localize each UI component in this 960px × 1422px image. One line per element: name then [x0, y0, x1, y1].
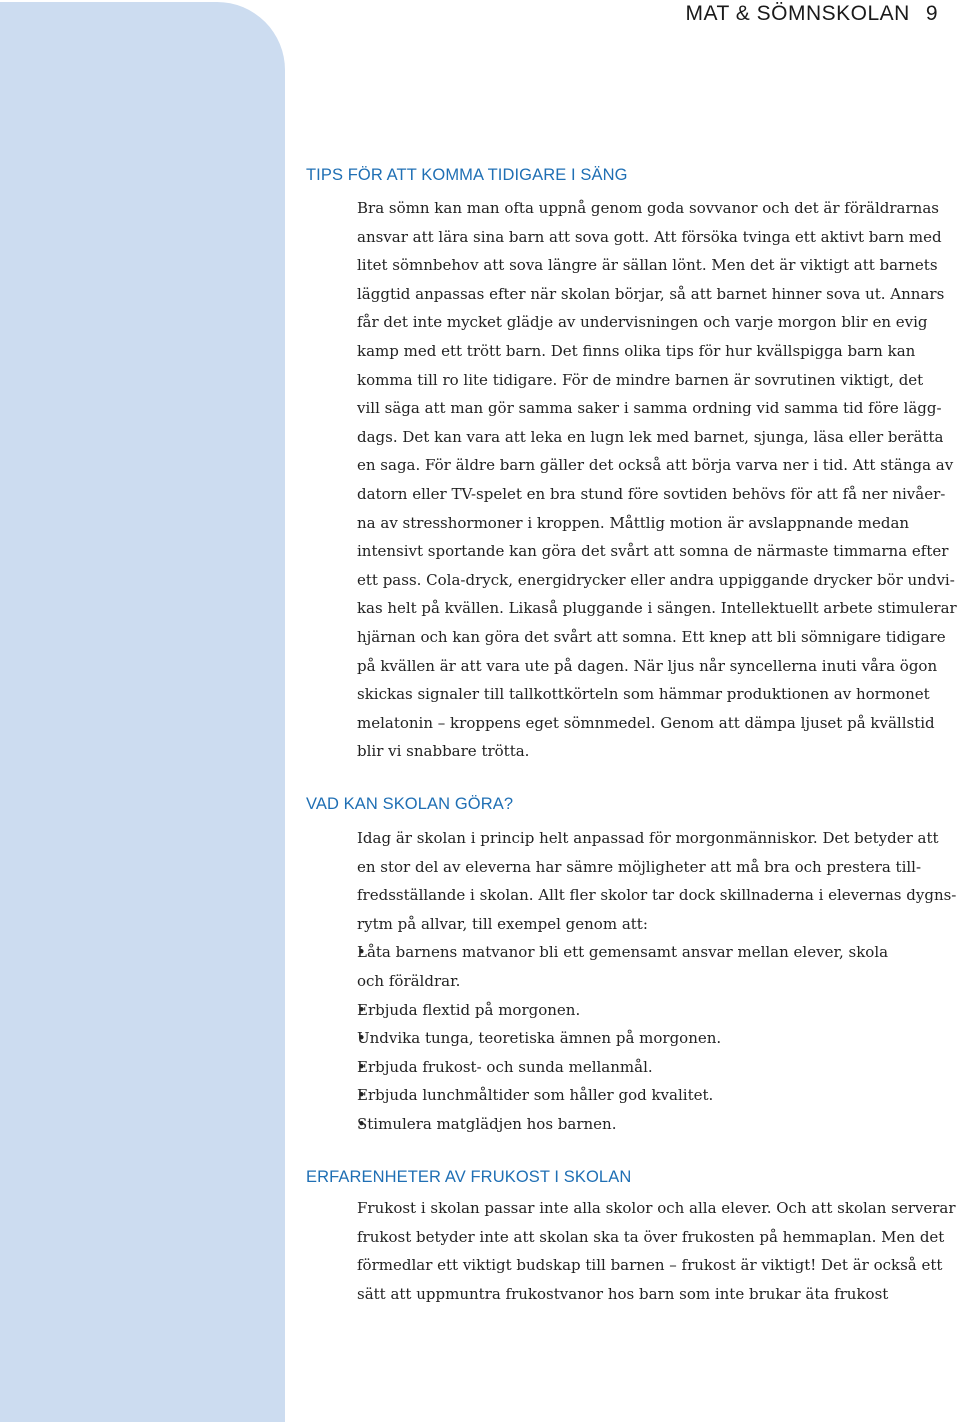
bullet-item [357, 938, 957, 995]
running-title: MAT & SÖMNSKOLAN [685, 2, 910, 25]
section-heading-school: VAD KAN SKOLAN GÖRA? [306, 795, 514, 813]
text-line: kamp med ett trött barn. Det finns olika tips för hur kvällspigga barn kan [357, 341, 916, 360]
text-line: ansvar att lära sina barn att sova gott. Att försöka tvinga ett aktivt barn med [357, 227, 942, 246]
section-body-school [357, 824, 957, 1139]
bullet-list [357, 938, 957, 1138]
section-body-tips [357, 194, 957, 766]
text-line: litet sömnbehov att sova längre är sällan lönt. Men det är viktigt att barnets [357, 256, 938, 275]
text-line: Idag är skolan i princip helt anpassad för morgonmänniskor. Det betyder att [357, 829, 939, 847]
text-line: en stor del av eleverna har sämre möjligheter att må bra och prestera till- [357, 857, 922, 876]
text-line: datorn eller TV-spelet en bra stund före sovtiden behövs för att få ner nivåer- [357, 484, 946, 503]
bullet-text: Låta barnens matvanor bli ett gemensamt ansvar mellan elever, skola [357, 943, 889, 962]
text-line: vill säga att man gör samma saker i samma ordning vid samma tid före lägg- [357, 399, 942, 418]
text-line: intensivt sportande kan göra det svårt att somna de närmaste timmarna efter [357, 542, 949, 561]
text-line: na av stresshormoner i kroppen. Måttlig motion är avslappnande medan [357, 513, 910, 532]
text-line: skickas signaler till tallkottkörteln som hämmar produktionen av hormonet [357, 685, 930, 704]
bullet-text: Erbjuda frukost- och sunda mellanmål. [357, 1057, 653, 1076]
text-line: en saga. För äldre barn gäller det också att börja varva ner i tid. Att stänga av [357, 456, 954, 475]
section-heading-tips: TIPS FÖR ATT KOMMA TIDIGARE I SÄNG [306, 166, 628, 184]
text-line: blir vi snabbare trötta. [357, 742, 530, 761]
page-number: 9 [925, 2, 938, 25]
text-line: sätt att uppmuntra frukostvanor hos barn som inte brukar äta frukost [357, 1284, 889, 1303]
text-line: hjärnan och kan göra det svårt att somna. Ett knep att bli sömnigare tidigare [357, 627, 946, 646]
text-line: melatonin – kroppens eget sömnmedel. Genom att dämpa ljuset på kvällstid [357, 713, 935, 732]
side-panel [0, 2, 285, 1422]
text-line: Frukost i skolan passar inte alla skolor och alla elever. Och att skolan serverar [357, 1199, 956, 1217]
text-line: rytm på allvar, till exempel genom att: [357, 914, 648, 933]
bullet-text: Undvika tunga, teoretiska ämnen på morgonen. [357, 1029, 722, 1048]
bullet-item [357, 1081, 957, 1110]
text-line: komma till ro lite tidigare. För de mindre barnen är sovrutinen viktigt, det [357, 370, 924, 389]
text-line: frukost betyder inte att skolan ska ta över frukosten på hemmaplan. Men det [357, 1227, 945, 1246]
bullet-text: Stimulera matglädjen hos barnen. [357, 1114, 617, 1133]
section-body-breakfast [357, 1194, 957, 1308]
text-line: dags. Det kan vara att leka en lugn lek med barnet, sjunga, läsa eller berätta [357, 427, 944, 446]
bullet-text: Erbjuda flextid på morgonen. [357, 1000, 581, 1019]
text-line: kas helt på kvällen. Likaså pluggande i sängen. Intellektuellt arbete stimulerar [357, 599, 957, 618]
bullet-item [357, 1024, 957, 1053]
bullet-text-continued: och föräldrar. [357, 971, 461, 990]
text-line: på kvällen är att vara ute på dagen. När ljus når syncellerna inuti våra ögon [357, 656, 938, 675]
section-heading-breakfast: ERFARENHETER AV FRUKOST I SKOLAN [306, 1168, 632, 1186]
text-line: får det inte mycket glädje av undervisningen och varje morgon blir en evig [357, 313, 928, 332]
running-header [686, 2, 938, 26]
text-line: Bra sömn kan man ofta uppnå genom goda sovvanor och det är föräldrarnas [357, 199, 939, 217]
text-line: ett pass. Cola-dryck, energidrycker eller andra uppiggande drycker bör undvi- [357, 570, 955, 589]
bullet-item [357, 1110, 957, 1139]
text-line: fredsställande i skolan. Allt fler skolor tar dock skillnaderna i elevernas dygns- [357, 886, 957, 905]
text-line: förmedlar ett viktigt budskap till barnen – frukost är viktigt! Det är också ett [357, 1256, 943, 1275]
bullet-item [357, 996, 957, 1025]
bullet-text: Erbjuda lunchmåltider som håller god kvalitet. [357, 1086, 714, 1105]
text-line: läggtid anpassas efter när skolan börjar, så att barnet hinner sova ut. Annars [357, 284, 945, 303]
bullet-item [357, 1053, 957, 1082]
